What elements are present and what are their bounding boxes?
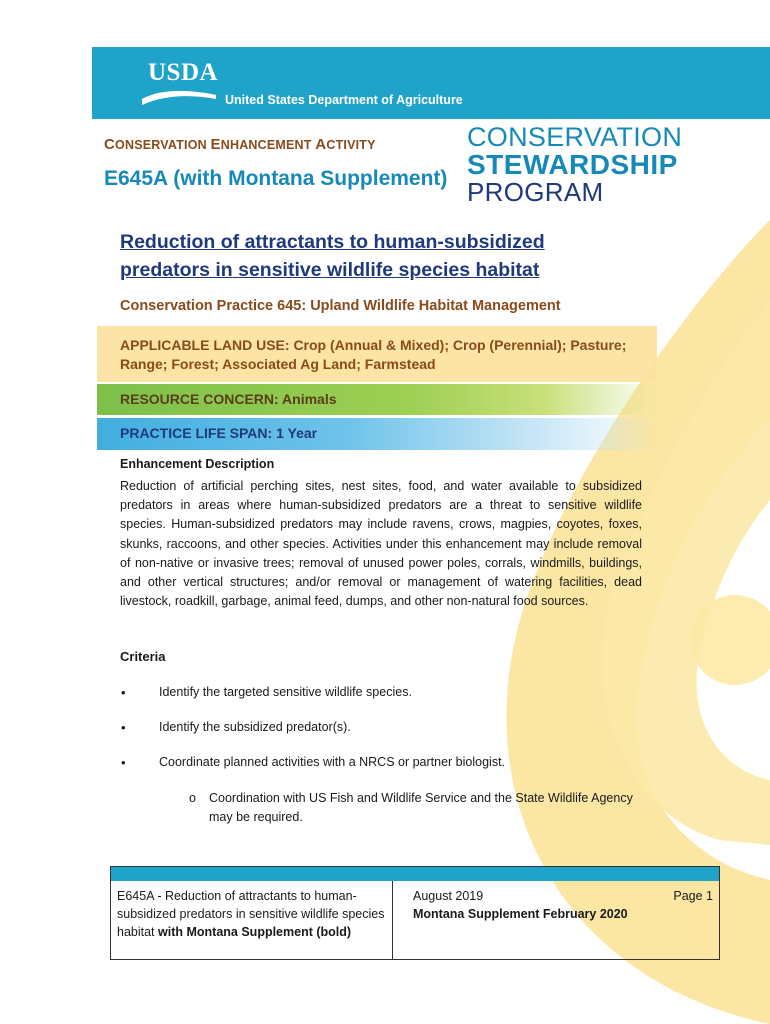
agency-name: United States Department of Agriculture [225,93,463,107]
footer-page-number: Page 1 [673,889,713,903]
conservation-practice: Conservation Practice 645: Upland Wildlife Habitat Management [120,298,561,314]
footer-date-cell [393,881,719,959]
title-line2-part: predators in [120,259,233,281]
land-use-text: APPLICABLE LAND USE: Crop (Annual & Mixed); Crop (Perennial); Pasture; Range; Forest; Associated Ag Land; Farmstead [120,337,627,372]
land-use-band [97,326,657,382]
resource-concern-band [97,384,657,415]
usda-logo: USDA [148,59,219,86]
description-heading: Enhancement Description [120,457,275,471]
footer-doc-title-bold: with Montana Supplement (bold) [158,925,352,939]
sub-item-text: Coordination with US Fish and Wildlife Service and the State Wildlife Agency may be required. [209,791,633,824]
kicker-part: E [210,136,221,153]
title-line2-part: sensitive wildlife species habitat [238,259,540,281]
footer-supplement: Montana Supplement February 2020 [413,907,628,921]
footer-doc-title: E645A - Reduction of attractants to human-subsidized predators in sensitive wildlife species habitat [117,889,385,939]
activity-kicker [104,136,376,153]
kicker-part: A [315,136,327,153]
criteria-heading: Criteria [120,649,166,664]
kicker-part: NHANCEMENT [220,138,316,152]
criteria-item: Identify the subsidized predator(s). [159,720,351,734]
enhancement-title [120,228,640,284]
activity-code: E645A (with Montana Supplement) [104,167,448,190]
usda-swoosh-icon [140,85,218,107]
bullet-icon: • [121,720,126,735]
kicker-part: CTIVITY [326,138,376,152]
footer-table [110,866,720,960]
criteria-item: Coordinate planned activities with a NRCS or partner biologist. [159,755,506,769]
life-span-text: PRACTICE LIFE SPAN: 1 Year [120,425,318,441]
kicker-part: ONSERVATION [115,138,211,152]
title-line1: Reduction of attractants to human-subsidized [120,231,545,253]
csp-logo-line3: PROGRAM [467,177,604,207]
csp-logo-line1: CONSERVATION [467,122,683,152]
footer-header-bar [111,867,719,881]
life-span-band [97,418,657,450]
footer-doc-title-cell [111,881,393,959]
sub-bullet-icon: o [189,791,196,805]
resource-concern-text: RESOURCE CONCERN: Animals [120,391,337,407]
criteria-item: Identify the targeted sensitive wildlife species. [159,685,412,699]
bullet-icon: • [121,755,126,770]
footer-date: August 2019 [413,889,484,903]
description-body: Reduction of artificial perching sites, nest sites, food, and water available to subsidized predators in areas where human-subsidized predators are a threat to sensitive wildlife species. Human-subsidized predators may include ravens, crows, magpies, coyotes, foxes, skunks, raccoons, and other species. Activities under this enhancement may include removal of non-native or invasive trees; removal of unused power poles, corrals, windmills, buildings, and other vertical structures; and/or removal or management of watering facilities, dead livestock, roadkill, garbage, animal feed, dumps, and other non-natural food sources. [120,479,642,609]
usda-header-banner [92,47,770,119]
csp-program-logo [467,124,682,205]
bullet-icon: • [121,685,126,700]
title-line2 [120,256,640,284]
kicker-part: C [104,136,116,153]
csp-logo-line2: STEWARDSHIP [467,149,678,180]
